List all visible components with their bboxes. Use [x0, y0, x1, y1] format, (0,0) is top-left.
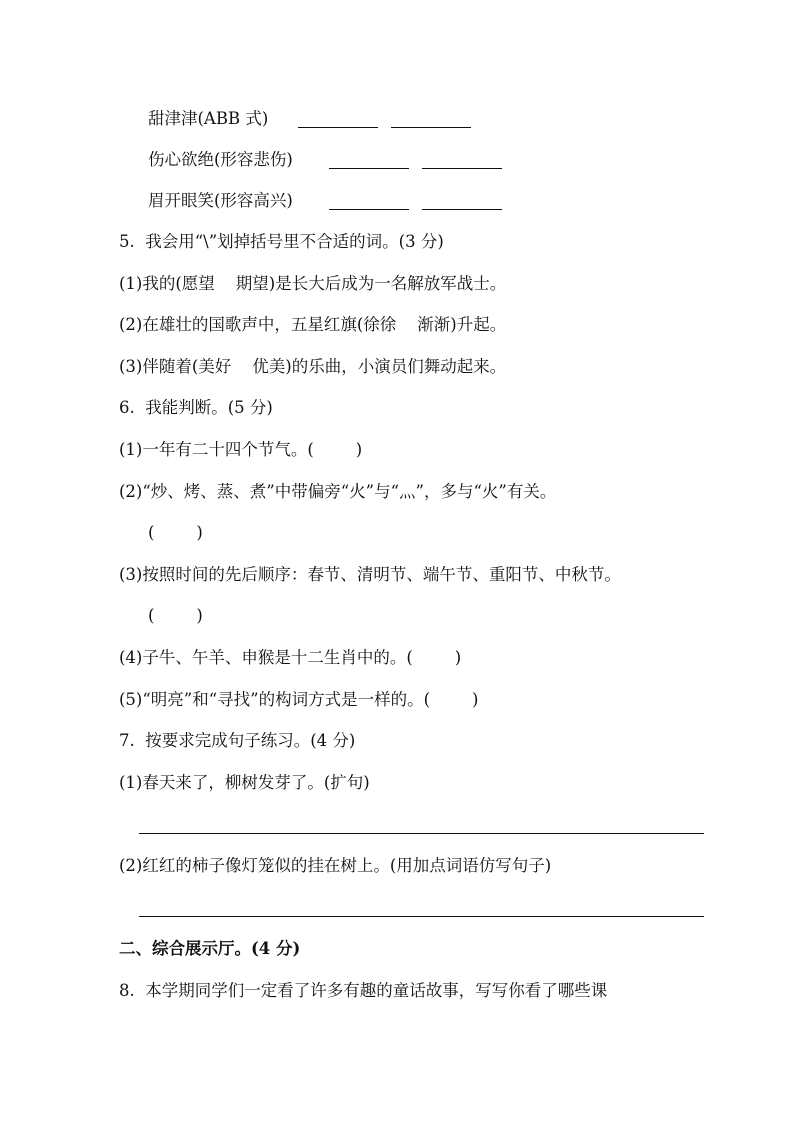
question-6-item-2: (2)“炒、烤、蒸、煮”中带偏旁“火”与“灬”，多与“火”有关。: [119, 482, 557, 501]
question-6-title: 6. 我能判断。(5 分): [119, 398, 273, 417]
question-5-item-3: (3)伴随着(美好 优美)的乐曲，小演员们舞动起来。: [119, 357, 507, 376]
question-8-title: 8. 本学期同学们一定看了许多有趣的童话故事，写写你看了哪些课: [119, 981, 608, 1000]
answer-blank[interactable]: [422, 168, 502, 169]
question-7-item-1: (1)春天来了，柳树发芽了。(扩句): [119, 773, 370, 792]
answer-blank[interactable]: [391, 127, 471, 128]
question-7-title: 7. 按要求完成句子练习。(4 分): [119, 731, 356, 750]
answer-blank[interactable]: [329, 168, 409, 169]
question-5-title: 5. 我会用“\”划掉括号里不合适的词。(3 分): [119, 232, 444, 251]
word-item-3: 眉开眼笑(形容高兴): [148, 191, 293, 210]
question-6-item-3: (3)按照时间的先后顺序：春节、清明节、端午节、重阳节、中秋节。: [119, 565, 621, 584]
answer-blank[interactable]: [422, 209, 502, 210]
section-2-heading: 二、综合展示厅。(4 分): [119, 939, 301, 958]
answer-parentheses[interactable]: ( ): [148, 606, 203, 625]
answer-line[interactable]: [139, 916, 704, 917]
question-6-item-1: (1)一年有二十四个节气。( ): [119, 440, 363, 459]
question-5-item-2: (2)在雄壮的国歌声中，五星红旗(徐徐 渐渐)升起。: [119, 315, 507, 334]
word-item-1: 甜津津(ABB 式): [148, 109, 269, 128]
question-5-item-1: (1)我的(愿望 期望)是长大后成为一名解放军战士。: [119, 274, 507, 293]
answer-line[interactable]: [139, 833, 704, 834]
answer-blank[interactable]: [329, 209, 409, 210]
answer-parentheses[interactable]: ( ): [148, 523, 203, 542]
word-item-2: 伤心欲绝(形容悲伤): [148, 150, 293, 169]
question-7-item-2: (2)红红的柿子像灯笼似的挂在树上。(用加点词语仿写句子): [119, 856, 552, 875]
question-6-item-4: (4)子牛、午羊、申猴是十二生肖中的。( ): [119, 648, 462, 667]
answer-blank[interactable]: [298, 127, 378, 128]
question-6-item-5: (5)“明亮”和“寻找”的构词方式是一样的。( ): [119, 690, 479, 709]
